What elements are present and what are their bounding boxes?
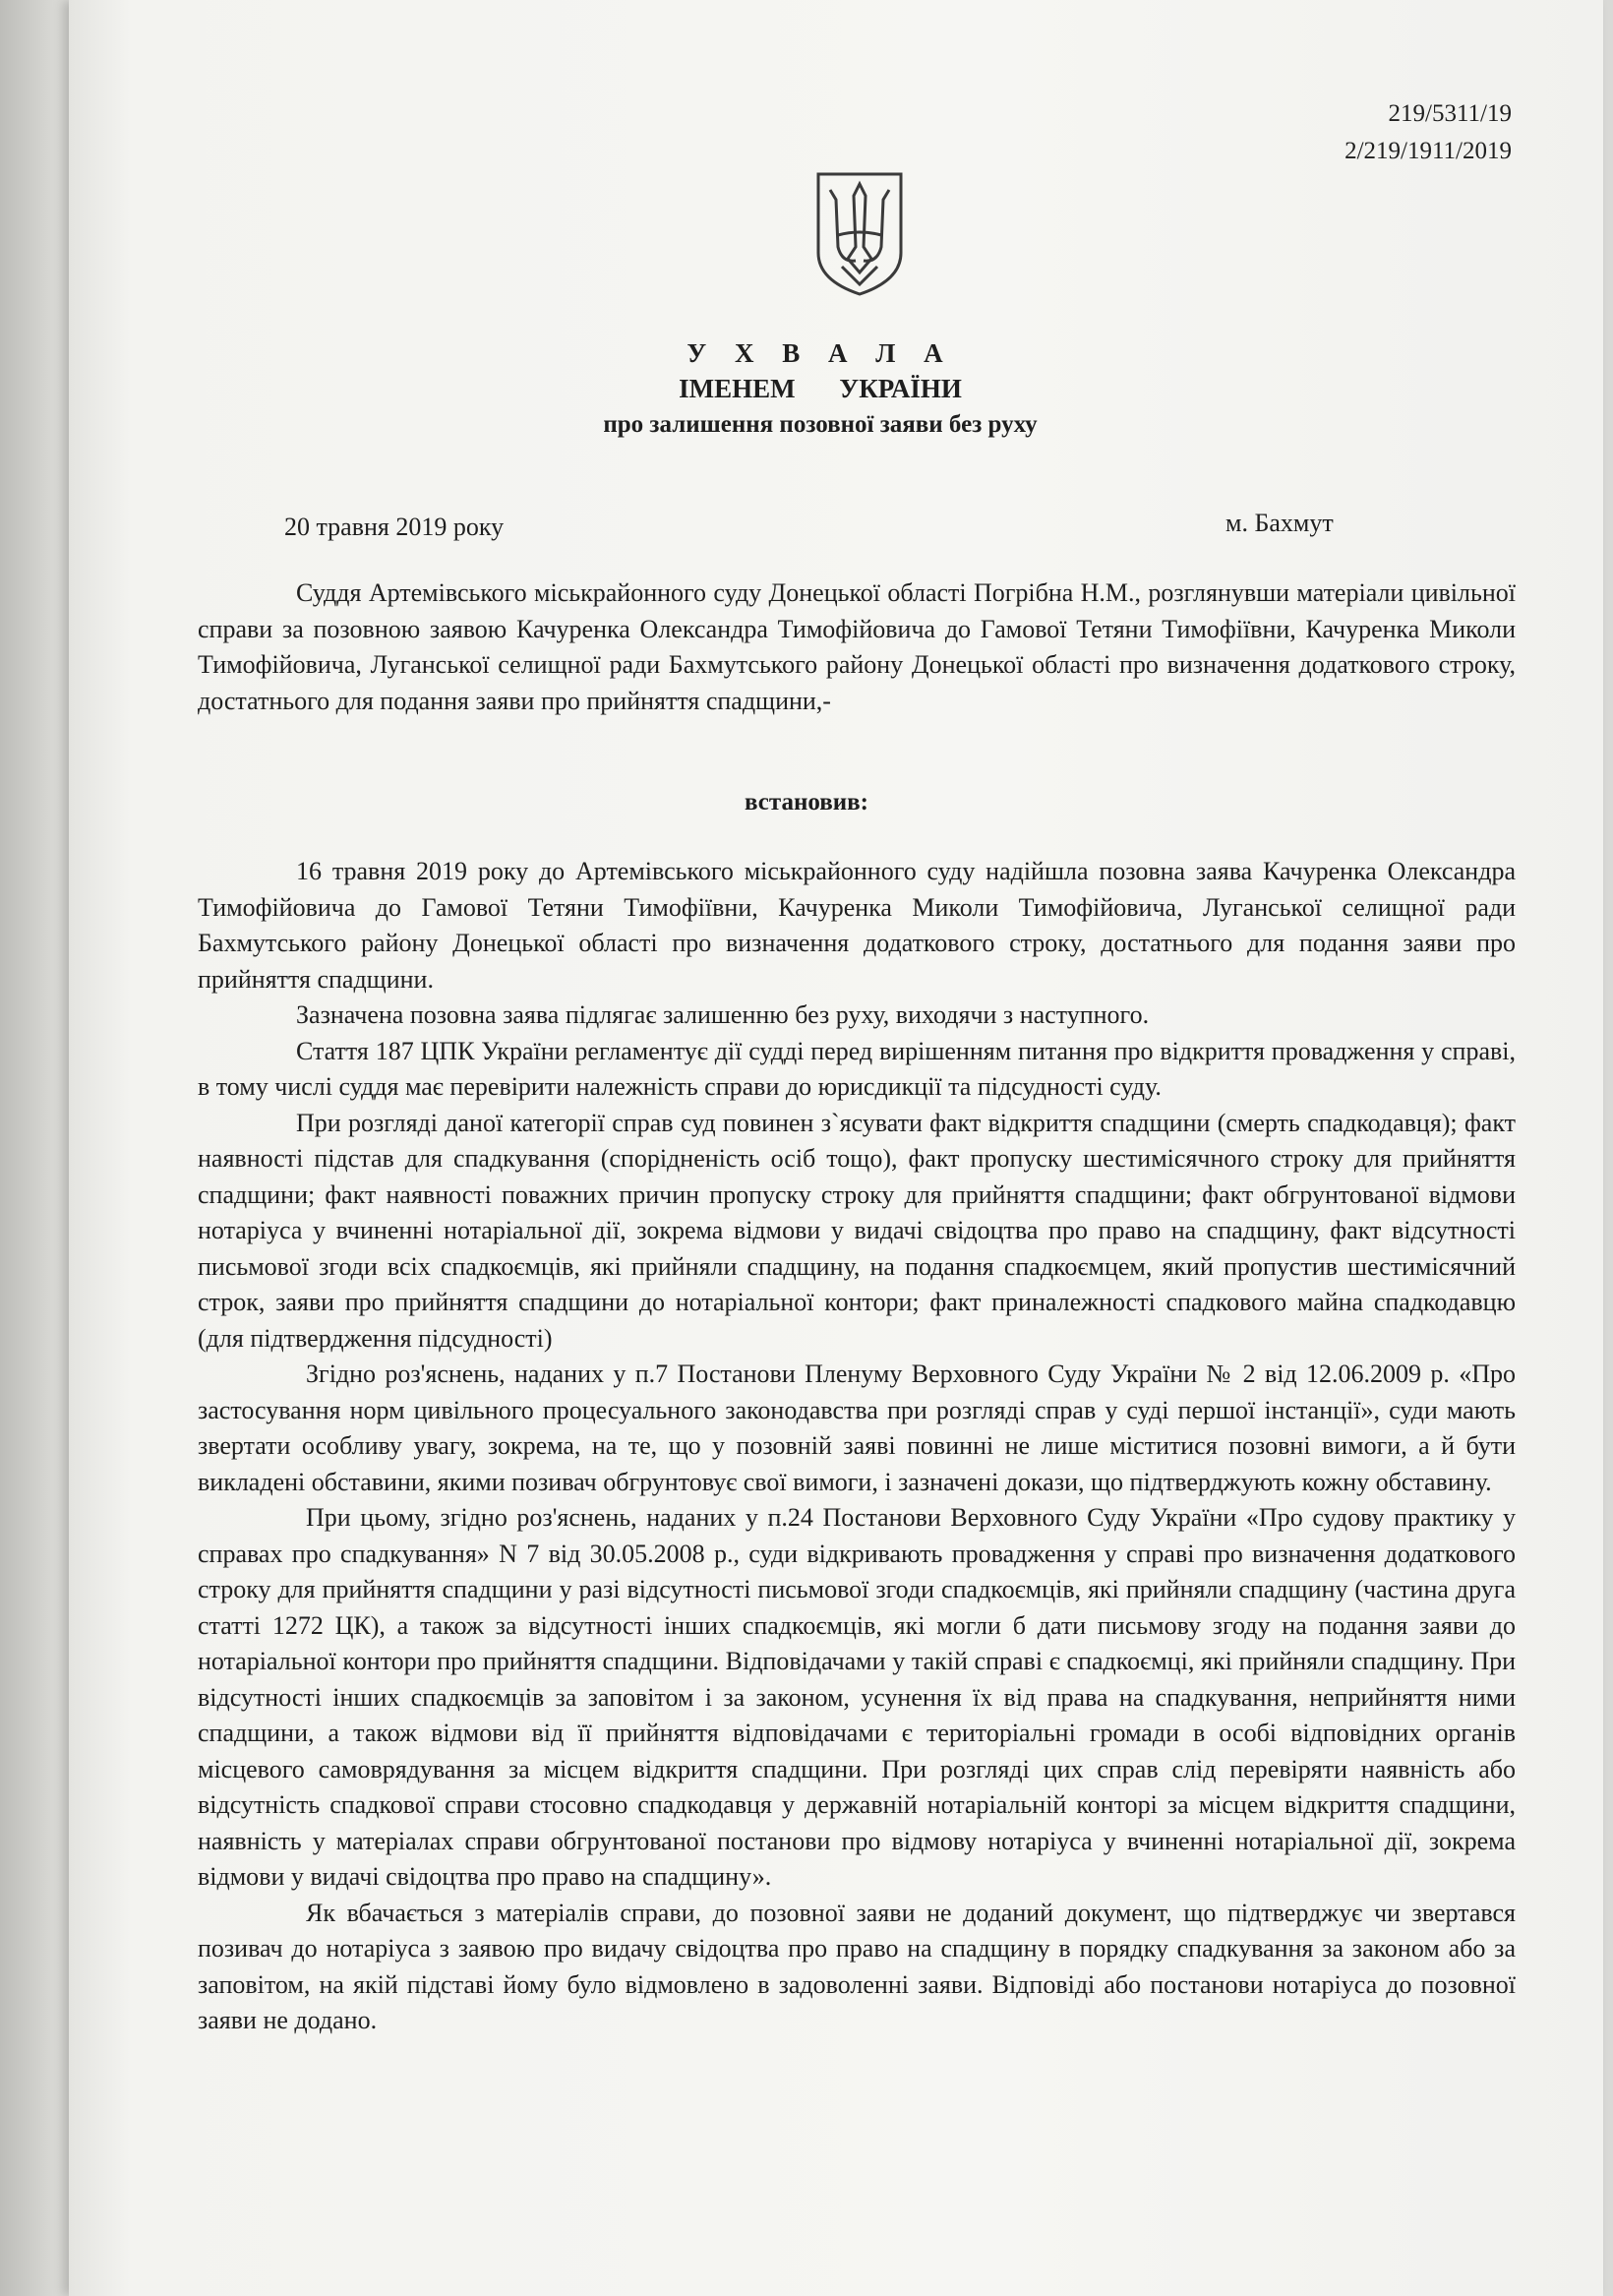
document-subtitle: про залишення позовної заяви без руху bbox=[603, 411, 1038, 438]
main-section bbox=[198, 854, 1516, 2039]
paragraph-without-motion: Зазначена позовна заява підлягає залишенню без руху, виходячи з наступного. bbox=[296, 1000, 1150, 1029]
paragraph-plenum-clarification-7: Згідно роз'яснень, наданих у п.7 Постанови Пленуму Верховного Суду України № 2 від 12.06.2009 р. «Про застосування норм цивільного процесуального законодавства при розгляді справ у суді першої інстанції», суди мають звертати особливу увагу, зокрема, на те, що у позовній заяві повинні не лише міститися позовні вимоги, а й бути викладені обставини, якими позивач обгрунтовує свої вимоги, і зазначені докази, що підтверджують кожну обставину. bbox=[198, 1359, 1516, 1496]
document-date: 20 травня 2019 року bbox=[284, 513, 505, 541]
case-number-1: 219/5311/19 bbox=[1388, 100, 1512, 127]
paragraph-missing-document: Як вбачається з матеріалів справи, до позовної заяви не доданий документ, що підтверджує чи звертався позивач до нотаріуса з заявою про видачу свідоцтва про право на спадщину в порядку спадкування за законом або за заповітом, на якій підставі йому було відмовлено в задоволенні заяви. Відповіді або постанови нотаріуса до позовної заяви не додано. bbox=[198, 1898, 1516, 2034]
intro-section bbox=[198, 575, 1516, 719]
document-city: м. Бахмут bbox=[1225, 509, 1334, 537]
case-reference bbox=[1344, 95, 1512, 170]
in-the-name-heading: ІМЕНЕМ УКРАЇНИ bbox=[679, 374, 962, 403]
case-number-2: 2/219/1911/2019 bbox=[1344, 138, 1512, 164]
paragraph-plenum-clarification-24: При цьому, згідно роз'яснень, наданих у п.24 Постанови Верховного Суду України «Про судову практику у справах про спадкування» N 7 від 30.05.2008 р., суди відкривають провадження у справі про визначення додаткового строку для прийняття спадщини у разі відсутності письмової згоди спадкоємців, які прийняли спадщину (частина друга статті 1272 ЦК), а також за відсутності інших спадкоємців, які могли б дати письмову згоду на подання заяви до нотаріальної контори про прийняття спадщини. Відповідачами у такій справі є спадкоємці, які прийняли спадщину. При відсутності інших спадкоємців за заповітом і за законом, усунення їх від права на спадкування, неприйняття ними спадщини, а також відмови від її прийняття відповідачами є територіальні громади в особі відповідних органів місцевого самоврядування за місцем відкриття спадщини. При розгляді цих справ слід перевіряти наявність або відсутність спадкової справи стосовно спадкодавця у державній нотаріальній конторі за місцем відкриття спадщини, наявність у матеріалах справи обгрунтованої постанови про відмову нотаріуса у вчиненні нотаріальної дії, зокрема відмови у видачі свідоцтва про право на спадщину». bbox=[198, 1503, 1516, 1891]
intro-paragraph: Суддя Артемівського міськрайонного суду Донецької області Погрібна Н.М., розглянувши матеріали цивільної справи за позовною заявою Качуренка Олександра Тимофійовича до Гамової Тетяни Тимофіївни, Качуренка Миколи Тимофійовича, Луганської селищної ради Бахмутського району Донецької області про визначення додаткового строку, достатнього для подання заяви про прийняття спадщини,- bbox=[198, 578, 1516, 715]
paragraph-article-187: Стаття 187 ЦПК України регламентує дії судді перед вирішенням питання про відкриття провадження у справі, в тому числі суддя має перевірити належність справи до юрисдикції та підсудності суду. bbox=[198, 1036, 1516, 1101]
paragraph-receipt: 16 травня 2019 року до Артемівського міськрайонного суду надійшла позовна заява Качуренка Олександра Тимофійовича до Гамової Тетяни Тимофіївни, Качуренка Миколи Тимофійовича, Луганської селищної ради Бахмутського району Донецької області про визначення додаткового строку, достатнього для подання заяви про прийняття спадщини. bbox=[198, 857, 1516, 994]
established-heading: встановив: bbox=[744, 789, 868, 816]
document-type: У Х В А Л А bbox=[687, 338, 954, 368]
paragraph-facts-to-establish: При розгляді даної категорії справ суд повинен з`ясувати факт відкриття спадщини (смерть спадкодавця); факт наявності підстав для спадкування (спорідненість осіб тощо), факт пропуску шестимісячного строку для прийняття спадщини; факт наявності поважних причин пропуску строку для прийняття спадщини; факт обгрунтованої відмови нотаріуса у вчиненні нотаріальної дії, зокрема відмови у видачі свідоцтва про право на спадщину, факт відсутності письмової згоди всіх спадкоємців, які прийняли спадщину, на подання спадкоємцем, який пропустив шестимісячний строк, заяви про прийняття спадщини до нотаріальної контори; факт приналежності спадкового майна спадкодавцю (для підтвердження підсудності) bbox=[198, 1108, 1516, 1353]
trident-coat-of-arms-icon bbox=[812, 170, 907, 298]
